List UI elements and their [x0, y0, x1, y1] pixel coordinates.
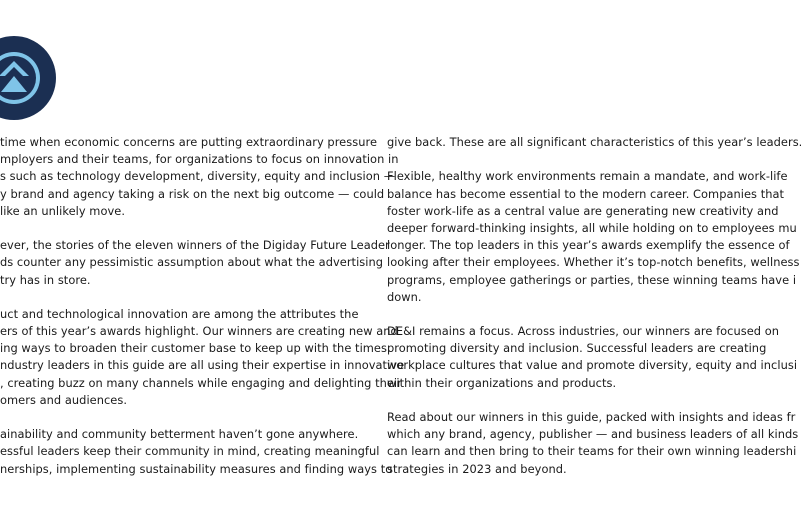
paragraph — [0, 306, 405, 409]
text-line: nerships, implementing sustainability measures and finding ways to — [0, 461, 393, 476]
text-line: mployers and their teams, for organizations to focus on innovation in — [0, 152, 399, 167]
text-line: within their organizations and products. — [387, 375, 617, 390]
text-line: time when economic concerns are putting extraordinary pressure — [0, 135, 378, 149]
paragraph — [387, 134, 807, 151]
text-line: , creating buzz on many channels while engaging and delighting their — [0, 375, 402, 390]
paragraph-gap — [0, 289, 380, 306]
paragraph — [0, 426, 393, 478]
text-line: deeper forward-thinking insights, all while holding on to employees mu — [387, 220, 797, 235]
text-line: uct and technological innovation are among the attributes the — [0, 306, 359, 321]
paragraph — [387, 323, 807, 392]
paragraph — [387, 168, 807, 306]
text-line: can learn and then bring to their teams for their own winning leadershi — [387, 444, 797, 459]
text-line: like an unlikely move. — [0, 203, 125, 218]
paragraph — [0, 134, 399, 220]
text-line: Read about our winners in this guide, packed with insights and ideas fr — [387, 410, 796, 424]
chevron-up-logo-icon — [0, 36, 56, 120]
text-line: programs, employee gatherings or parties, these winning teams have i — [387, 272, 797, 287]
text-line: ds counter any pessimistic assumption about what the advertising — [0, 255, 384, 270]
text-line: omers and audiences. — [0, 392, 128, 407]
text-line: which any brand, agency, publisher — and business leaders of all kinds — [387, 427, 799, 442]
text-line: ing ways to broaden their customer base to keep up with the times. — [0, 341, 391, 356]
text-line: ainability and community betterment haven’t gone anywhere. — [0, 427, 359, 442]
text-line: give back. These are all significant characteristics of this year’s leaders. — [387, 135, 803, 149]
text-line: ever, the stories of the eleven winners of the Digiday Future Leader — [0, 238, 390, 253]
paragraph-gap — [387, 306, 807, 323]
text-line: ers of this year’s awards highlight. Our winners are creating new and — [0, 324, 398, 339]
text-line: promoting diversity and inclusion. Successful leaders are creating — [387, 341, 767, 356]
text-line: DE&I remains a focus. Across industries, our winners are focused on — [387, 324, 780, 339]
text-line: s such as technology development, diversity, equity and inclusion — — [0, 169, 396, 184]
text-line: try has in store. — [0, 272, 91, 287]
paragraph-gap — [0, 409, 380, 426]
paragraph-gap — [387, 151, 807, 168]
paragraph-gap — [0, 220, 380, 237]
text-line: foster work-life as a central value are generating new creativity and — [387, 203, 779, 218]
paragraph-gap — [387, 392, 807, 409]
text-line: longer. The top leaders in this year’s awards exemplify the essence of — [387, 238, 790, 253]
text-line: essful leaders keep their community in mind, creating meaningful — [0, 444, 380, 459]
text-line: Flexible, healthy work environments remain a mandate, and work-life — [387, 169, 788, 184]
text-line: strategies in 2023 and beyond. — [387, 461, 567, 476]
text-line: ndustry leaders in this guide are all using their expertise in innovative — [0, 358, 405, 373]
text-line: down. — [387, 289, 422, 304]
right-text-column — [387, 134, 807, 478]
text-line: balance has become essential to the modern career. Companies that — [387, 186, 785, 201]
text-line: looking after their employees. Whether it’s top-notch benefits, wellness — [387, 255, 800, 270]
text-line: y brand and agency taking a risk on the next big outcome — could — [0, 186, 385, 201]
paragraph — [387, 409, 807, 478]
text-line: workplace cultures that value and promote diversity, equity and inclusi — [387, 358, 798, 373]
paragraph — [0, 237, 390, 289]
